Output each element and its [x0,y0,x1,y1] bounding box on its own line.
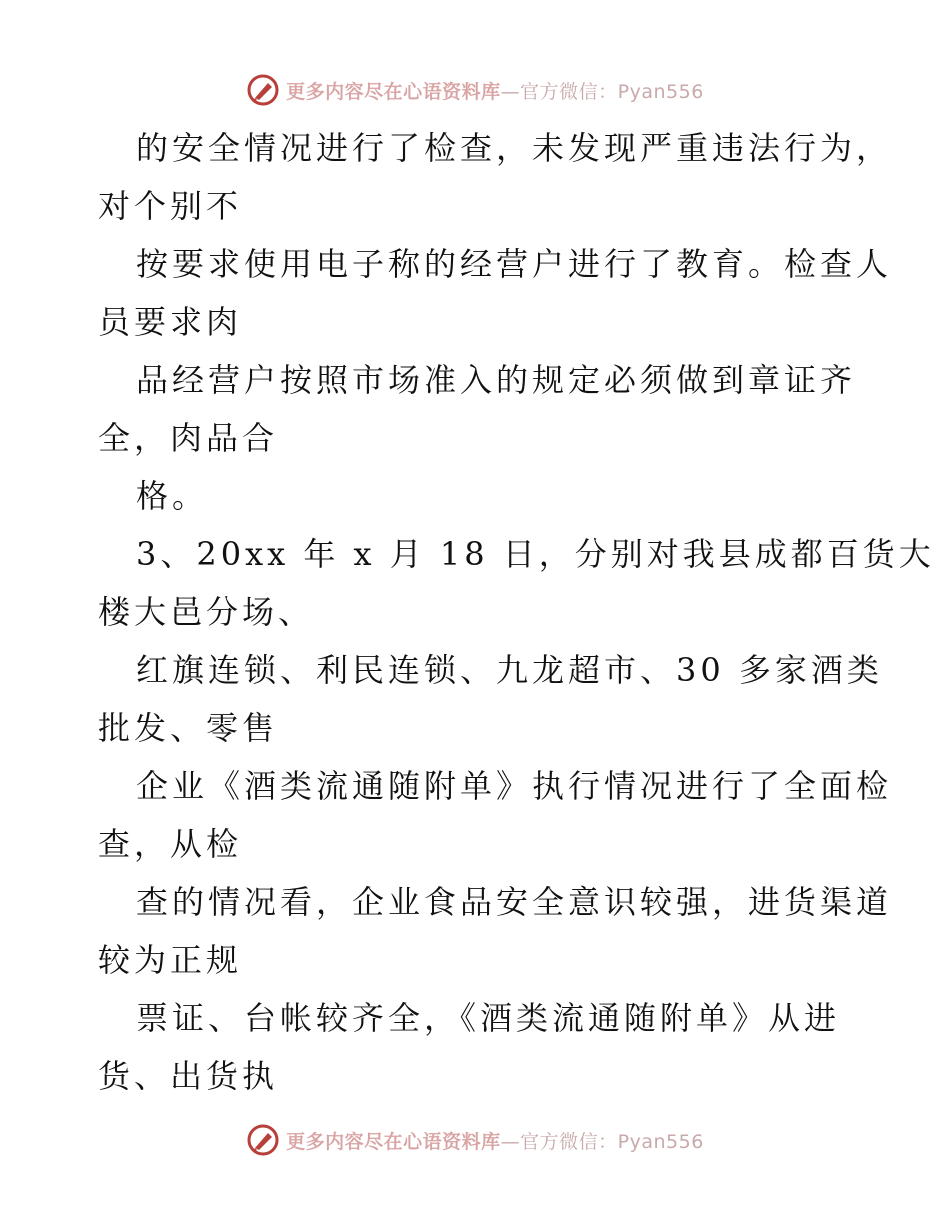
footer-contact: 官方微信：Pyan556 [520,1130,704,1153]
body-line: 红旗连锁、利民连锁、九龙超市、30 多家酒类 [136,651,883,689]
body-line: 3、20xx 年 x 月 18 日，分别对我县成都百货大 [136,535,935,573]
body-line: 批发、零售 [98,709,279,747]
footer-banner [0,1120,950,1160]
pen-logo-icon [246,73,280,107]
body-line: 员要求肉 [98,303,243,341]
header-banner-text [286,77,704,104]
body-line: 全，肉品合 [98,419,279,457]
body-line: 查，从检 [98,825,243,863]
header-contact: 官方微信：Pyan556 [520,80,704,103]
footer-brand: 更多内容尽在心语资料库 [286,1130,501,1153]
pen-logo-icon [246,1123,280,1157]
header-dash: — [500,80,521,103]
body-line: 企业《酒类流通随附单》执行情况进行了全面检 [136,767,893,805]
body-line: 货、出货执 [98,1057,279,1095]
body-line: 查的情况看，企业食品安全意识较强，进货渠道 [136,883,893,921]
body-line: 较为正规 [98,941,243,979]
body-line: 票证、台帐较齐全，《酒类流通随附单》从进 [136,999,841,1037]
body-line: 品经营户按照市场准入的规定必须做到章证齐 [136,361,857,399]
body-line: 的安全情况进行了检查，未发现严重违法行为， [136,129,893,167]
header-banner [0,70,950,110]
header-brand: 更多内容尽在心语资料库 [286,80,501,103]
footer-banner-text [286,1127,704,1154]
body-line: 按要求使用电子称的经营户进行了教育。检查人 [136,245,893,283]
footer-dash: — [500,1130,521,1153]
body-line: 楼大邑分场、 [98,593,315,631]
body-line: 格。 [136,477,209,515]
body-line: 对个别不 [98,187,243,225]
